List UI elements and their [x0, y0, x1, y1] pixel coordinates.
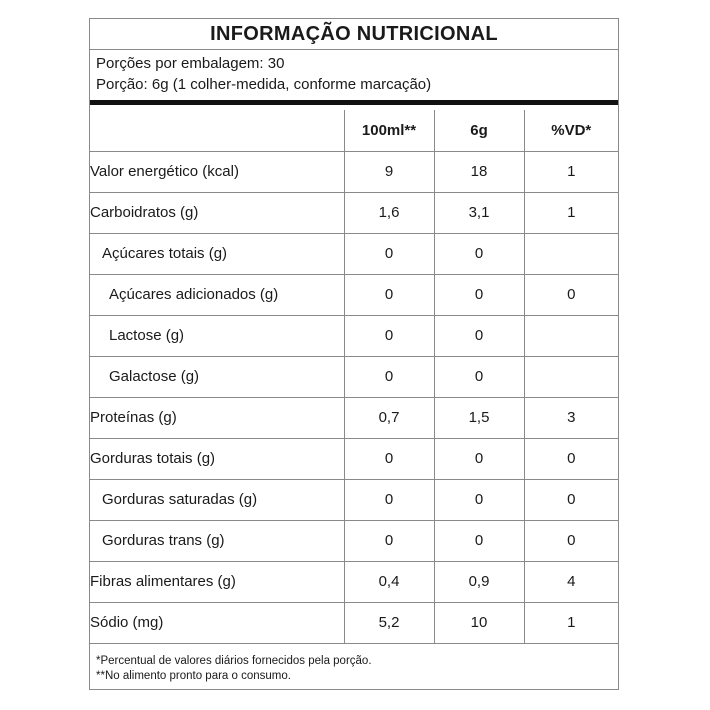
value-per-100ml: 0,7 — [344, 397, 434, 438]
value-per-100ml: 0 — [344, 479, 434, 520]
daily-value-percent: 0 — [524, 479, 618, 520]
portion-size: Porção: 6g (1 colher-medida, conforme marcação) — [96, 76, 432, 93]
table-row — [90, 561, 618, 602]
daily-value-percent — [524, 356, 618, 397]
value-per-100ml: 0 — [344, 315, 434, 356]
table-row — [90, 520, 618, 561]
value-per-100ml: 0 — [344, 356, 434, 397]
daily-value-percent: 0 — [524, 274, 618, 315]
value-per-100ml: 0 — [344, 438, 434, 479]
table-row — [90, 192, 618, 233]
nutrient-name: Proteínas (g) — [90, 397, 344, 438]
nutrition-facts-label — [89, 18, 619, 690]
value-per-portion: 0 — [434, 479, 524, 520]
daily-value-percent: 1 — [524, 151, 618, 192]
value-per-portion: 0 — [434, 356, 524, 397]
value-per-portion: 10 — [434, 602, 524, 643]
value-per-100ml: 0 — [344, 520, 434, 561]
value-per-portion: 0 — [434, 438, 524, 479]
serving-divider — [90, 100, 618, 105]
value-per-portion: 0,9 — [434, 561, 524, 602]
footnote-ready-to-consume: **No alimento pronto para o consumo. — [96, 670, 291, 682]
daily-value-percent — [524, 233, 618, 274]
nutrient-name: Valor energético (kcal) — [90, 151, 344, 192]
value-per-100ml: 0,4 — [344, 561, 434, 602]
table-row — [90, 397, 618, 438]
table-row — [90, 274, 618, 315]
daily-value-percent: 3 — [524, 397, 618, 438]
header-daily-value: %VD* — [524, 110, 618, 151]
value-per-100ml: 9 — [344, 151, 434, 192]
value-per-100ml: 1,6 — [344, 192, 434, 233]
title-divider — [90, 49, 618, 50]
value-per-portion: 0 — [434, 520, 524, 561]
daily-value-percent: 1 — [524, 192, 618, 233]
header-nutrient — [90, 110, 344, 151]
value-per-100ml: 5,2 — [344, 602, 434, 643]
nutrient-name: Galactose (g) — [90, 356, 344, 397]
footnotes — [96, 654, 372, 684]
daily-value-percent: 0 — [524, 438, 618, 479]
table-row — [90, 151, 618, 192]
nutrition-table — [90, 110, 618, 644]
nutrient-name: Açúcares adicionados (g) — [90, 274, 344, 315]
value-per-100ml: 0 — [344, 233, 434, 274]
table-row — [90, 438, 618, 479]
nutrient-name: Carboidratos (g) — [90, 192, 344, 233]
table-header-row — [90, 110, 618, 151]
header-per-100ml: 100ml** — [344, 110, 434, 151]
value-per-portion: 3,1 — [434, 192, 524, 233]
value-per-portion: 0 — [434, 315, 524, 356]
nutrient-name: Gorduras saturadas (g) — [90, 479, 344, 520]
footnote-daily-value: *Percentual de valores diários fornecidos pela porção. — [96, 655, 372, 667]
daily-value-percent — [524, 315, 618, 356]
daily-value-percent: 1 — [524, 602, 618, 643]
nutrient-name: Gorduras trans (g) — [90, 520, 344, 561]
nutrient-name: Açúcares totais (g) — [90, 233, 344, 274]
daily-value-percent: 4 — [524, 561, 618, 602]
table-row — [90, 315, 618, 356]
table-row — [90, 233, 618, 274]
value-per-portion: 0 — [434, 233, 524, 274]
table-row — [90, 356, 618, 397]
nutrient-name: Fibras alimentares (g) — [90, 561, 344, 602]
table-row — [90, 479, 618, 520]
value-per-100ml: 0 — [344, 274, 434, 315]
header-per-portion: 6g — [434, 110, 524, 151]
value-per-portion: 0 — [434, 274, 524, 315]
daily-value-percent: 0 — [524, 520, 618, 561]
nutrient-name: Gorduras totais (g) — [90, 438, 344, 479]
nutrient-name: Lactose (g) — [90, 315, 344, 356]
nutrient-name: Sódio (mg) — [90, 602, 344, 643]
value-per-portion: 1,5 — [434, 397, 524, 438]
table-body — [90, 151, 618, 643]
servings-per-package: Porções por embalagem: 30 — [96, 55, 285, 72]
value-per-portion: 18 — [434, 151, 524, 192]
table-row — [90, 602, 618, 643]
label-title: INFORMAÇÃO NUTRICIONAL — [210, 23, 498, 45]
